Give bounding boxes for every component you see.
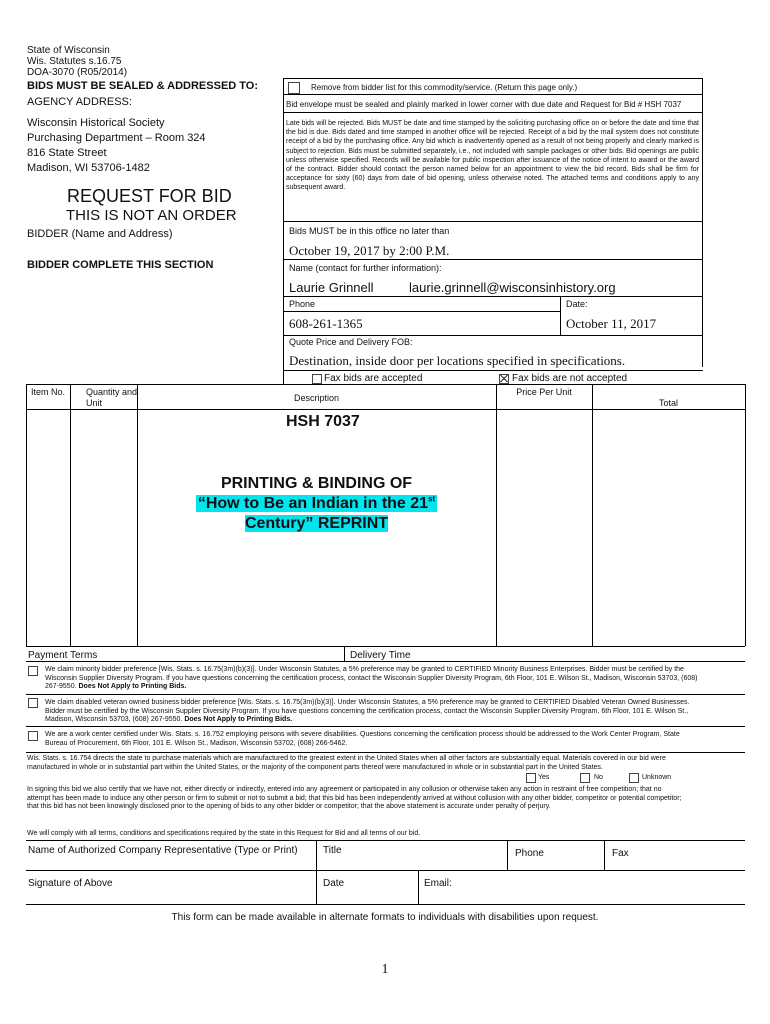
agency-address-line: Madison, WI 53706-1482 bbox=[27, 162, 150, 174]
materials-no-label: No bbox=[594, 774, 603, 781]
minority-preference-body: We claim minority bidder preference [Wis. Stats. s. 16.75(3m)(b)(3)]. Under Wisconsin Statutes, a 5% preference may be granted to CERTIFIED Minority Business Enterprises. Bidder must be certified by the Wisconsin Supplier Diversity Program. If you have questions concerning the certification process, contact the Wisconsin Supplier Diversity Program, 6th Floor, 101 E. Wilson St., Madison, Wisconsin 53703, (608) 267-9550. bbox=[45, 666, 698, 691]
agency-address-line: 816 State Street bbox=[27, 147, 107, 159]
bid-number: HSH 7037 bbox=[286, 413, 360, 430]
column-header-total: Total bbox=[658, 398, 678, 408]
name-label: Name (contact for further information): bbox=[289, 263, 442, 273]
title-label: Title bbox=[323, 845, 342, 856]
fax-not-accepted-checkbox[interactable] bbox=[499, 374, 509, 384]
page-number: 1 bbox=[381, 962, 389, 977]
divider bbox=[283, 296, 703, 297]
materials-yes-label: Yes bbox=[538, 774, 550, 781]
minority-preference-checkbox[interactable] bbox=[28, 666, 38, 676]
divider bbox=[283, 221, 703, 222]
sealed-heading: BIDS MUST BE SEALED & ADDRESSED TO: bbox=[27, 80, 259, 92]
table-column-line bbox=[70, 384, 71, 646]
divider bbox=[283, 112, 703, 113]
payment-terms-label: Payment Terms bbox=[28, 650, 98, 661]
description-line: PRINTING & BINDING OF bbox=[220, 475, 413, 492]
bidder-complete-heading: BIDDER COMPLETE THIS SECTION bbox=[27, 259, 214, 271]
signature-label: Signature of Above bbox=[28, 878, 113, 889]
divider bbox=[283, 370, 703, 371]
work-center-text: We are a work center certified under Wis. Stats. s. 16.752 employing persons with severe disabilities. Questions concerning the certification process should be addressed to the Work Center Program, State Bureau of Procurement, 6th Floor, 101 E. Wilson St., Madison, Wisconsin 53702, (608) 266-5462. bbox=[45, 731, 680, 747]
item-description bbox=[137, 474, 496, 534]
delivery-time-label: Delivery Time bbox=[350, 650, 411, 661]
materials-unknown-checkbox[interactable] bbox=[629, 773, 639, 783]
materials-text: Wis. Stats. s. 16.754 directs the state to purchase materials which are manufactured to the greatest extent in the United States when all other factors are substantially equal. Materials covered in our bid were manufactured in whole or in substantial part within the United States, or the majority of the component parts thereof were manufactured in whole or in substantial part in the United States. bbox=[27, 755, 666, 771]
due-value: October 19, 2017 by 2:00 P.M. bbox=[289, 243, 450, 258]
fax-accepted-label: Fax bids are accepted bbox=[324, 373, 423, 384]
minority-preference-text bbox=[45, 666, 700, 692]
agency-address-line: Purchasing Department – Room 324 bbox=[27, 132, 206, 144]
bidder-label: BIDDER (Name and Address) bbox=[27, 228, 173, 240]
alternate-formats-note: This form can be made available in alternate formats to individuals with disabilities upon request. bbox=[171, 912, 599, 923]
divider bbox=[283, 311, 560, 312]
not-order-note: THIS IS NOT AN ORDER bbox=[66, 207, 237, 224]
signature-block-border bbox=[26, 840, 745, 841]
description-line bbox=[137, 514, 496, 534]
certification-text: In signing this bid we also certify that we have not, either directly or indirectly, entered into any agreement or participated in any collusion or otherwise taken any action in restraint of free competition; that no attempt has been made to induce any other person or firm to submit or not to submit a bid; that this bid has been independently arrived at without collusion with any other bidder, competitor or potential competitor; that this bid has not been knowingly disclosed prior to the opening of bids to any other bidder or competitor; that the above statement is accurate under penalty of perjury. bbox=[27, 786, 682, 811]
fob-label: Quote Price and Delivery FOB: bbox=[289, 337, 413, 347]
fax-not-accepted-label: Fax bids are not accepted bbox=[512, 373, 628, 384]
materials-yes-checkbox[interactable] bbox=[526, 773, 536, 783]
column-header-description: Description bbox=[293, 393, 340, 403]
state-line: State of Wisconsin bbox=[27, 45, 110, 56]
contact-email[interactable]: laurie.grinnell@wisconsinhistory.org bbox=[409, 280, 616, 295]
phone-label: Phone bbox=[289, 299, 316, 309]
column-header-item: Item No. bbox=[30, 387, 65, 397]
table-border bbox=[745, 384, 746, 646]
veteran-not-apply: Does Not Apply to Printing Bids. bbox=[184, 716, 293, 724]
divider bbox=[26, 694, 745, 695]
signature-column-line bbox=[604, 840, 605, 870]
minority-not-apply: Does Not Apply to Printing Bids. bbox=[78, 683, 187, 691]
divider bbox=[283, 94, 703, 95]
right-panel-border bbox=[702, 78, 703, 367]
divider bbox=[283, 259, 703, 260]
request-title: REQUEST FOR BID bbox=[67, 186, 232, 206]
work-center-checkbox[interactable] bbox=[28, 731, 38, 741]
divider bbox=[283, 335, 703, 336]
signature-fax-label: Fax bbox=[612, 848, 629, 859]
signature-column-line bbox=[316, 840, 317, 904]
contact-name: Laurie Grinnell bbox=[289, 280, 374, 295]
signature-phone-label: Phone bbox=[515, 848, 544, 859]
table-top-border bbox=[26, 384, 745, 385]
divider bbox=[26, 726, 745, 727]
divider bbox=[26, 646, 745, 647]
divider bbox=[283, 78, 703, 79]
description-highlight: Century” REPRINT bbox=[244, 515, 389, 532]
agency-address bbox=[27, 116, 206, 176]
description-highlight: “How to Be an Indian in the 21 bbox=[197, 495, 429, 512]
compliance-text: We will comply with all terms, conditions and specifications required by the state in this Request for Bid and all terms of our bid. bbox=[27, 830, 421, 837]
statutes-line: Wis. Statutes s.16.75 bbox=[27, 56, 122, 67]
agency-address-line: Wisconsin Historical Society bbox=[27, 117, 165, 129]
fax-accepted-checkbox[interactable] bbox=[312, 374, 322, 384]
veteran-preference-body: We claim disabled veteran owned business bidder preference [Wis. Stats. s. 16.75(3m)(b)(3)]. Under Wisconsin Statutes, a 5% preference may be granted to CERTIFIED Disabled Veteran Owned Businesses. Bidder must be certified by the Wisconsin Supplier Diversity Program. If you have questions concerning the certification process, contact the Wisconsin Supplier Diversity Program, 6th Floor, 101 E. Wilson St., Madison, Wisconsin 53703, (608) 267-9550. bbox=[45, 699, 690, 724]
signature-date-label: Date bbox=[323, 878, 345, 889]
fob-value: Destination, inside door per locations specified in specifications. bbox=[289, 353, 626, 368]
veteran-preference-checkbox[interactable] bbox=[28, 698, 38, 708]
signature-email-label: Email: bbox=[424, 878, 452, 889]
table-border bbox=[26, 384, 27, 646]
signature-row-line bbox=[26, 870, 745, 871]
date-value: October 11, 2017 bbox=[566, 316, 657, 331]
remove-from-list-text: Remove from bidder list for this commodity/service. (Return this page only.) bbox=[311, 83, 578, 92]
veteran-preference-text bbox=[45, 699, 700, 725]
late-bids-text: Late bids will be rejected. Bids MUST be date and time stamped by the soliciting purchasing office on or before the date and time that the bid is due. Bids dated and time stamped in another office will be rejected. Receipt of a bid by the mail system does not constitute receipt of a bid by the purchasing office. Any bid which is inadvertently opened as a result of not being properly and clearly marked is subject to rejection. Bids must be submitted separately, i.e., not included with sample packages or other bids. Bid openings are public unless otherwise specified. Records will be available for public inspection after issuance of the notice of intent to award or the award of the contract. Bidder should contact the person named below for an appointment to view the bid record. Bids shall be firm for acceptance for sixty (60) days from date of bid opening, unless otherwise noted. The attached terms and conditions apply to any subsequent award. bbox=[286, 120, 699, 192]
due-label: Bids MUST be in this office no later than bbox=[289, 226, 450, 236]
column-header-price: Price Per Unit bbox=[516, 387, 572, 397]
divider bbox=[560, 296, 561, 335]
envelope-instructions: Bid envelope must be sealed and plainly marked in lower corner with due date and Request for Bid # HSH 7037 bbox=[286, 100, 682, 109]
form-number: DOA-3070 (R05/2014) bbox=[27, 67, 128, 78]
signature-block-border bbox=[26, 904, 745, 905]
column-header-quantity: Quantity and Unit bbox=[86, 387, 138, 408]
right-panel-border bbox=[283, 78, 284, 384]
table-column-line bbox=[592, 384, 593, 646]
table-header-line bbox=[26, 409, 745, 410]
date-label: Date: bbox=[566, 299, 588, 309]
description-line bbox=[137, 494, 496, 514]
remove-from-list-checkbox[interactable] bbox=[288, 82, 300, 94]
divider bbox=[26, 752, 745, 753]
agency-label: AGENCY ADDRESS: bbox=[27, 96, 132, 108]
materials-no-checkbox[interactable] bbox=[580, 773, 590, 783]
description-superscript: st bbox=[428, 494, 436, 504]
materials-unknown-label: Unknown bbox=[642, 774, 672, 781]
divider bbox=[26, 661, 745, 662]
signature-column-line bbox=[507, 840, 508, 870]
signature-column-line bbox=[418, 870, 419, 904]
divider bbox=[344, 646, 345, 661]
representative-name-label: Name of Authorized Company Representative (Type or Print) bbox=[28, 845, 298, 856]
table-column-line bbox=[496, 384, 497, 646]
phone-value: 608-261-1365 bbox=[289, 316, 363, 331]
